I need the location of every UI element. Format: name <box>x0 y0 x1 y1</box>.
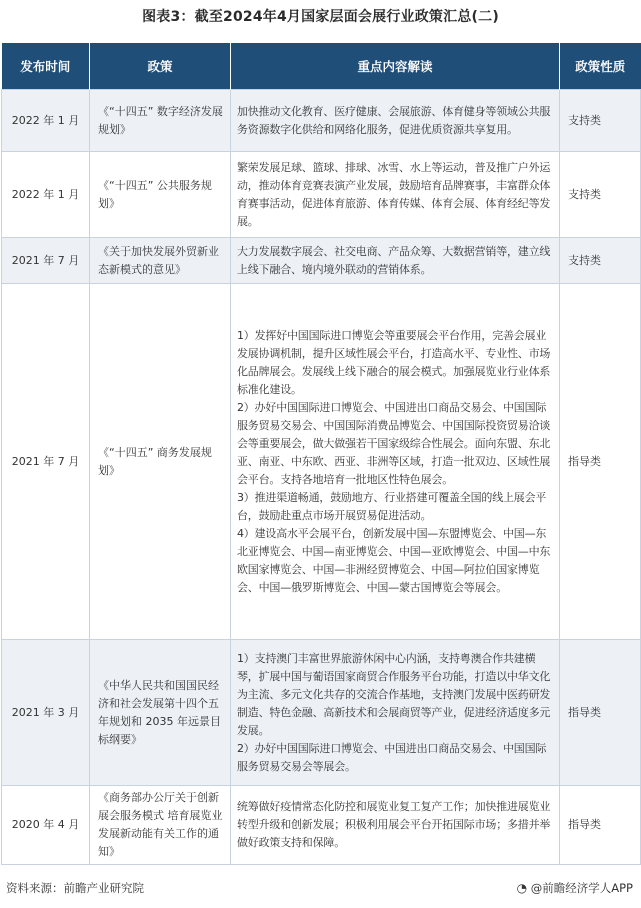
brand-credit <box>517 880 633 896</box>
policy-table <box>1 43 641 865</box>
header-date: 发布时间 <box>2 43 90 90</box>
row-policy: 《中华人民共和国国民经济和社会发展第十四个五年规划和 2035 年远景目标纲要》 <box>90 640 231 786</box>
table-row <box>2 152 641 238</box>
row-date: 2021 年 7 月 <box>2 284 90 640</box>
row-nature: 指导类 <box>560 640 641 786</box>
row-policy: 《“十四五” 公共服务规划》 <box>90 152 231 238</box>
content-paragraph: 统筹做好疫情常态化防控和展览业复工复产工作；加快推进展览业转型升级和创新发展；积极利用展会平台开拓国际市场；多措并举做好政策支持和保障。 <box>237 800 551 849</box>
content-paragraph: 1）支持澳门丰富世界旅游休闲中心内涵，支持粤澳合作共建横琴，扩展中国与葡语国家商贸合作服务平台功能，打造以中华文化为主流、多元文化共存的交流合作基地，支持澳门发展中医药研发制造、特色金融、高新技术和会展商贸等产业，促进经济适度多元发展。 <box>237 651 551 737</box>
row-nature: 指导类 <box>560 786 641 865</box>
row-content <box>231 90 560 152</box>
content-paragraph: 2）办好中国国际进口博览会、中国进出口商品交易会、中国国际服务贸易交易会、中国国际消费品博览会、中国国际投资贸易洽谈会等重要展会，做大做强若干国家级综合性展会。面向东盟、东北亚、南亚、中东欧、西亚、非洲等区域，打造一批双边、区域性展会平台。支持各地培育一批地区性特色展会。 <box>237 400 551 486</box>
row-policy: 《“十四五” 商务发展规划》 <box>90 284 231 640</box>
row-content <box>231 640 560 786</box>
row-content <box>231 284 560 640</box>
row-date: 2021 年 3 月 <box>2 640 90 786</box>
table-row <box>2 786 641 865</box>
row-date: 2022 年 1 月 <box>2 152 90 238</box>
row-policy: 《“十四五” 数字经济发展规划》 <box>90 90 231 152</box>
row-nature: 支持类 <box>560 152 641 238</box>
row-date: 2020 年 4 月 <box>2 786 90 865</box>
row-content <box>231 786 560 865</box>
source-note: 资料来源：前瞻产业研究院 <box>6 881 144 895</box>
chart-title: 图表3：截至2024年4月国家层面会展行业政策汇总(二) <box>142 9 499 25</box>
content-paragraph: 繁荣发展足球、篮球、排球、冰雪、水上等运动，普及推广户外运动，推动体育竞赛表演产业发展，鼓励培育品牌赛事，丰富群众体育赛事活动，促进体育旅游、体育传媒、体育会展、体育经纪等发展。 <box>237 160 551 228</box>
table-row <box>2 90 641 152</box>
brand-label: @前瞻经济学人APP <box>530 881 633 895</box>
row-policy: 《商务部办公厅关于创新展会服务模式 培育展览业发展新动能有关工作的通知》 <box>90 786 231 865</box>
row-nature: 指导类 <box>560 284 641 640</box>
table-row <box>2 238 641 284</box>
row-date: 2021 年 7 月 <box>2 238 90 284</box>
weibo-icon: ◔ <box>516 881 528 895</box>
header-policy: 政策 <box>90 43 231 90</box>
row-nature: 支持类 <box>560 238 641 284</box>
header-nature: 政策性质 <box>560 43 641 90</box>
content-paragraph: 1）发挥好中国国际进口博览会等重要展会平台作用，完善会展业发展协调机制，提升区域性展会平台，打造高水平、专业性、市场化品牌展会。发展线上线下融合的展会模式。加强展览业行业体系标准化建设。 <box>237 328 551 396</box>
content-paragraph: 4）建设高水平会展平台，创新发展中国—东盟博览会、中国—东北亚博览会、中国—南亚博览会、中国—亚欧博览会、中国—中东欧国家博览会、中国—非洲经贸博览会、中国—阿拉伯国家博览会、中国—俄罗斯博览会、中国—蒙古国博览会等展会。 <box>237 526 551 594</box>
content-paragraph: 3）推进渠道畅通，鼓励地方、行业搭建可覆盖全国的线上展会平台，鼓励赴重点市场开展贸易促进活动。 <box>237 490 547 522</box>
header-content: 重点内容解读 <box>231 43 560 90</box>
table-row <box>2 284 641 640</box>
row-policy: 《关于加快发展外贸新业态新模式的意见》 <box>90 238 231 284</box>
table-row <box>2 640 641 786</box>
row-nature: 支持类 <box>560 90 641 152</box>
content-paragraph: 加快推动文化教育、医疗健康、会展旅游、体育健身等领域公共服务资源数字化供给和网络化服务，促进优质资源共享复用。 <box>237 104 551 136</box>
row-date: 2022 年 1 月 <box>2 90 90 152</box>
row-content <box>231 238 560 284</box>
table-header-row <box>2 43 641 90</box>
row-content <box>231 152 560 238</box>
content-paragraph: 大力发展数字展会、社交电商、产品众筹、大数据营销等，建立线上线下融合、境内境外联动的营销体系。 <box>237 244 551 276</box>
content-paragraph: 2）办好中国国际进口博览会、中国进出口商品交易会、中国国际服务贸易交易会等展会。 <box>237 741 547 773</box>
